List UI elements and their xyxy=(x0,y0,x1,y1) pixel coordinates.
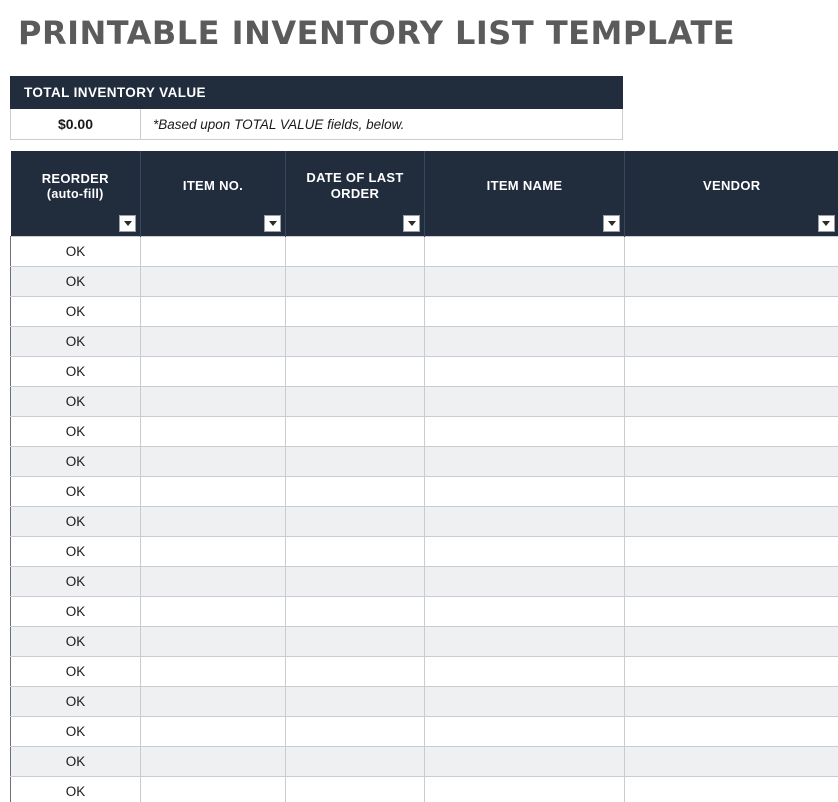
cell-item-name[interactable] xyxy=(425,446,625,476)
inventory-table xyxy=(10,151,838,802)
cell-item-name[interactable] xyxy=(425,596,625,626)
cell-date-of-last-order[interactable] xyxy=(286,656,425,686)
column-header-date-of-last-order xyxy=(286,151,425,236)
table-row xyxy=(11,326,838,356)
table-row xyxy=(11,416,838,446)
cell-reorder: OK xyxy=(11,746,141,776)
cell-reorder: OK xyxy=(11,596,141,626)
chevron-down-icon xyxy=(408,221,416,226)
cell-item-name[interactable] xyxy=(425,296,625,326)
cell-date-of-last-order[interactable] xyxy=(286,386,425,416)
table-row xyxy=(11,386,838,416)
cell-reorder: OK xyxy=(11,446,141,476)
cell-item-name[interactable] xyxy=(425,776,625,802)
filter-dropdown-icon-item-name[interactable] xyxy=(603,215,620,232)
cell-item-name[interactable] xyxy=(425,716,625,746)
column-header-item-name xyxy=(425,151,625,236)
table-row xyxy=(11,746,838,776)
cell-date-of-last-order[interactable] xyxy=(286,746,425,776)
column-header-item-no-label: ITEM NO. xyxy=(182,178,244,194)
cell-item-no[interactable] xyxy=(141,266,286,296)
cell-date-of-last-order[interactable] xyxy=(286,416,425,446)
cell-vendor[interactable] xyxy=(625,596,838,626)
cell-item-name[interactable] xyxy=(425,506,625,536)
cell-reorder: OK xyxy=(11,686,141,716)
cell-reorder: OK xyxy=(11,656,141,686)
cell-vendor[interactable] xyxy=(625,446,838,476)
cell-item-no[interactable] xyxy=(141,296,286,326)
cell-item-no[interactable] xyxy=(141,416,286,446)
cell-reorder: OK xyxy=(11,386,141,416)
cell-item-no[interactable] xyxy=(141,596,286,626)
cell-reorder: OK xyxy=(11,296,141,326)
filter-dropdown-icon-item-no[interactable] xyxy=(264,215,281,232)
cell-date-of-last-order[interactable] xyxy=(286,626,425,656)
cell-date-of-last-order[interactable] xyxy=(286,596,425,626)
table-row xyxy=(11,296,838,326)
cell-vendor[interactable] xyxy=(625,536,838,566)
cell-vendor[interactable] xyxy=(625,746,838,776)
cell-vendor[interactable] xyxy=(625,626,838,656)
cell-date-of-last-order[interactable] xyxy=(286,776,425,802)
table-row xyxy=(11,446,838,476)
cell-reorder: OK xyxy=(11,236,141,266)
cell-item-name[interactable] xyxy=(425,476,625,506)
cell-date-of-last-order[interactable] xyxy=(286,716,425,746)
chevron-down-icon xyxy=(822,221,830,226)
inventory-table-wrapper xyxy=(10,151,838,802)
cell-vendor[interactable] xyxy=(625,506,838,536)
cell-date-of-last-order[interactable] xyxy=(286,236,425,266)
column-header-vendor-label: VENDOR xyxy=(703,178,761,194)
cell-item-no[interactable] xyxy=(141,686,286,716)
cell-date-of-last-order[interactable] xyxy=(286,266,425,296)
cell-date-of-last-order[interactable] xyxy=(286,506,425,536)
cell-reorder: OK xyxy=(11,476,141,506)
cell-date-of-last-order[interactable] xyxy=(286,476,425,506)
cell-vendor[interactable] xyxy=(625,326,838,356)
cell-item-no[interactable] xyxy=(141,536,286,566)
column-header-reorder xyxy=(11,151,141,236)
cell-vendor[interactable] xyxy=(625,356,838,386)
cell-item-no[interactable] xyxy=(141,356,286,386)
total-inventory-value-note: *Based upon TOTAL VALUE fields, below. xyxy=(153,116,405,132)
cell-item-name[interactable] xyxy=(425,386,625,416)
total-inventory-value-header: TOTAL INVENTORY VALUE xyxy=(10,76,623,109)
cell-item-no[interactable] xyxy=(141,566,286,596)
cell-vendor[interactable] xyxy=(625,476,838,506)
cell-date-of-last-order[interactable] xyxy=(286,296,425,326)
cell-vendor[interactable] xyxy=(625,296,838,326)
cell-item-no[interactable] xyxy=(141,476,286,506)
cell-item-name[interactable] xyxy=(425,356,625,386)
cell-item-name[interactable] xyxy=(425,566,625,596)
cell-reorder: OK xyxy=(11,566,141,596)
cell-reorder: OK xyxy=(11,416,141,446)
cell-reorder: OK xyxy=(11,776,141,802)
cell-item-no[interactable] xyxy=(141,236,286,266)
cell-reorder: OK xyxy=(11,266,141,296)
table-row xyxy=(11,266,838,296)
cell-item-no[interactable] xyxy=(141,716,286,746)
chevron-down-icon xyxy=(124,221,132,226)
cell-reorder: OK xyxy=(11,326,141,356)
cell-item-no[interactable] xyxy=(141,446,286,476)
cell-date-of-last-order[interactable] xyxy=(286,446,425,476)
cell-vendor[interactable] xyxy=(625,236,838,266)
column-header-reorder-sublabel: (auto-fill) xyxy=(46,187,104,202)
table-row xyxy=(11,656,838,686)
cell-item-name[interactable] xyxy=(425,656,625,686)
column-header-item-name-label: ITEM NAME xyxy=(486,178,563,194)
filter-dropdown-icon-vendor[interactable] xyxy=(818,215,835,232)
cell-item-name[interactable] xyxy=(425,686,625,716)
cell-reorder: OK xyxy=(11,356,141,386)
inventory-table-head xyxy=(11,151,838,236)
cell-item-no[interactable] xyxy=(141,506,286,536)
cell-item-no[interactable] xyxy=(141,626,286,656)
column-header-item-no xyxy=(141,151,286,236)
table-row xyxy=(11,236,838,266)
cell-reorder: OK xyxy=(11,716,141,746)
cell-item-name[interactable] xyxy=(425,746,625,776)
cell-item-name[interactable] xyxy=(425,536,625,566)
cell-item-no[interactable] xyxy=(141,776,286,802)
table-row xyxy=(11,716,838,746)
table-row xyxy=(11,506,838,536)
table-row xyxy=(11,356,838,386)
column-header-date-label: DATE OF LAST xyxy=(306,170,404,185)
cell-item-name[interactable] xyxy=(425,266,625,296)
table-row xyxy=(11,686,838,716)
table-row xyxy=(11,536,838,566)
column-header-date-sublabel: ORDER xyxy=(330,186,380,202)
cell-date-of-last-order[interactable] xyxy=(286,686,425,716)
table-row xyxy=(11,476,838,506)
cell-item-name[interactable] xyxy=(425,626,625,656)
column-header-reorder-label: REORDER xyxy=(41,171,109,187)
filter-dropdown-icon-date[interactable] xyxy=(403,215,420,232)
cell-reorder: OK xyxy=(11,536,141,566)
cell-item-name[interactable] xyxy=(425,236,625,266)
cell-vendor[interactable] xyxy=(625,416,838,446)
chevron-down-icon xyxy=(269,221,277,226)
cell-date-of-last-order[interactable] xyxy=(286,566,425,596)
cell-item-no[interactable] xyxy=(141,386,286,416)
cell-vendor[interactable] xyxy=(625,656,838,686)
total-inventory-value-block xyxy=(10,76,623,140)
filter-dropdown-icon-reorder[interactable] xyxy=(119,215,136,232)
cell-date-of-last-order[interactable] xyxy=(286,326,425,356)
cell-date-of-last-order[interactable] xyxy=(286,356,425,386)
cell-reorder: OK xyxy=(11,506,141,536)
cell-item-no[interactable] xyxy=(141,326,286,356)
table-row xyxy=(11,776,838,802)
cell-item-no[interactable] xyxy=(141,746,286,776)
column-header-vendor xyxy=(625,151,838,236)
table-row xyxy=(11,596,838,626)
table-row xyxy=(11,626,838,656)
chevron-down-icon xyxy=(608,221,616,226)
cell-vendor[interactable] xyxy=(625,566,838,596)
table-row xyxy=(11,566,838,596)
cell-vendor[interactable] xyxy=(625,776,838,802)
cell-item-no[interactable] xyxy=(141,656,286,686)
inventory-header-row xyxy=(11,151,838,236)
cell-vendor[interactable] xyxy=(625,266,838,296)
total-inventory-value-amount: $0.00 xyxy=(11,109,141,139)
cell-item-name[interactable] xyxy=(425,326,625,356)
total-inventory-value-row xyxy=(10,109,623,140)
cell-reorder: OK xyxy=(11,626,141,656)
inventory-table-body xyxy=(11,236,838,802)
cell-vendor[interactable] xyxy=(625,686,838,716)
page-title: PRINTABLE INVENTORY LIST TEMPLATE xyxy=(18,14,736,52)
cell-vendor[interactable] xyxy=(625,716,838,746)
cell-vendor[interactable] xyxy=(625,386,838,416)
cell-item-name[interactable] xyxy=(425,416,625,446)
cell-date-of-last-order[interactable] xyxy=(286,536,425,566)
